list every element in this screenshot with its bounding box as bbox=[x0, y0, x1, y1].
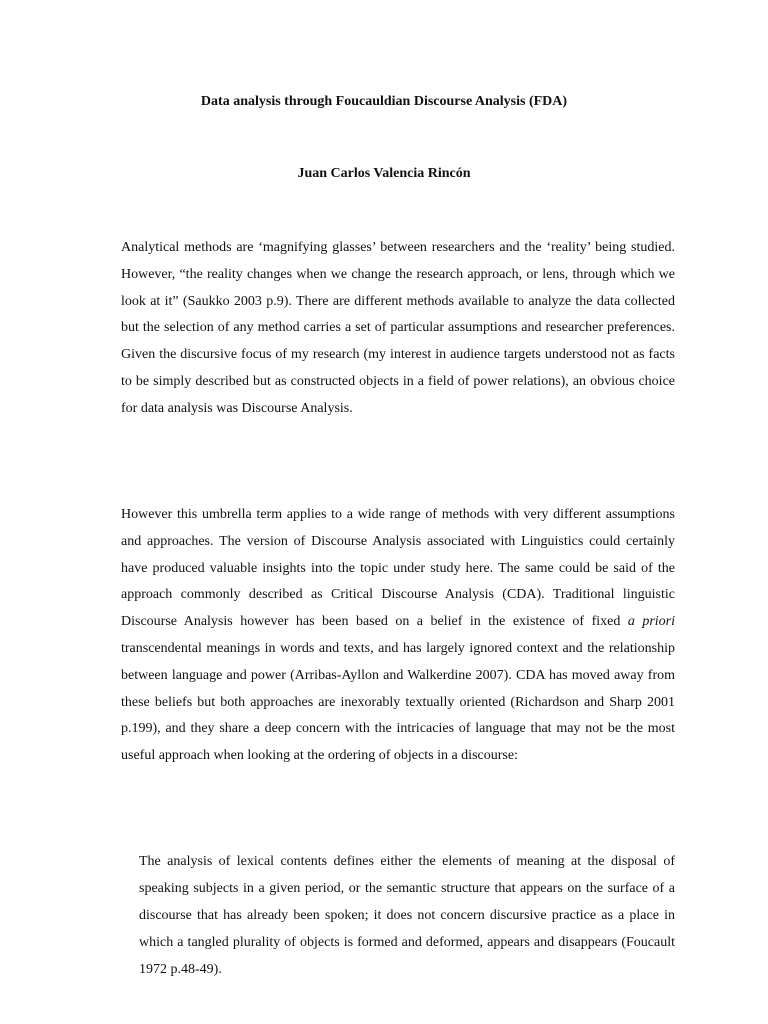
paragraph-2-text-end: transcendental meanings in words and texts, and has largely ignored context and the relationship between language and power (Arribas-Ayllon and Walkerdine 2007). CDA has moved away from these beliefs but both approaches are inexorably textually oriented (Richardson and Sharp 2001 p.199), and they share a deep concern with the intricacies of language that may not be the most useful approach when looking at the ordering of objects in a discourse: bbox=[121, 640, 675, 764]
paragraph-2 bbox=[121, 502, 675, 770]
document-title: Data analysis through Foucauldian Discourse Analysis (FDA) bbox=[200, 94, 568, 109]
document-author: Juan Carlos Valencia Rincón bbox=[297, 166, 471, 181]
paragraph-2-text-start: However this umbrella term applies to a wide range of methods with very different assumptions and approaches. The version of Discourse Analysis associated with Linguistics could certainly have produced valuable insights into the topic under study here. The same could be said of the approach commonly described as Critical Discourse Analysis (CDA). Traditional linguistic Discourse Analysis however has been based on a belief in the existence of fixed bbox=[121, 507, 675, 630]
paragraph-1: Analytical methods are ‘magnifying glasses’ between researchers and the ‘reality’ being studied. However, “the reality changes when we change the research approach, or lens, through which we look at it” (Saukko 2003 p.9). There are different methods available to analyze the data collected but the selection of any method carries a set of particular assumptions and researcher preferences. Given the discursive focus of my research (my interest in audience targets understood not as facts to be simply described but as constructed objects in a field of power relations), an obvious choice for data analysis was Discourse Analysis. bbox=[121, 240, 675, 416]
paragraph-2-italic-term: a priori bbox=[627, 614, 675, 630]
block-quote: The analysis of lexical contents defines either the elements of meaning at the disposal of speaking subjects in a given period, or the semantic structure that appears on the surface of a discourse that has already been spoken; it does not concern discursive practice as a place in which a tangled plurality of objects is formed and deformed, appears and disappears (Foucault 1972 p.48-49). bbox=[139, 854, 675, 977]
